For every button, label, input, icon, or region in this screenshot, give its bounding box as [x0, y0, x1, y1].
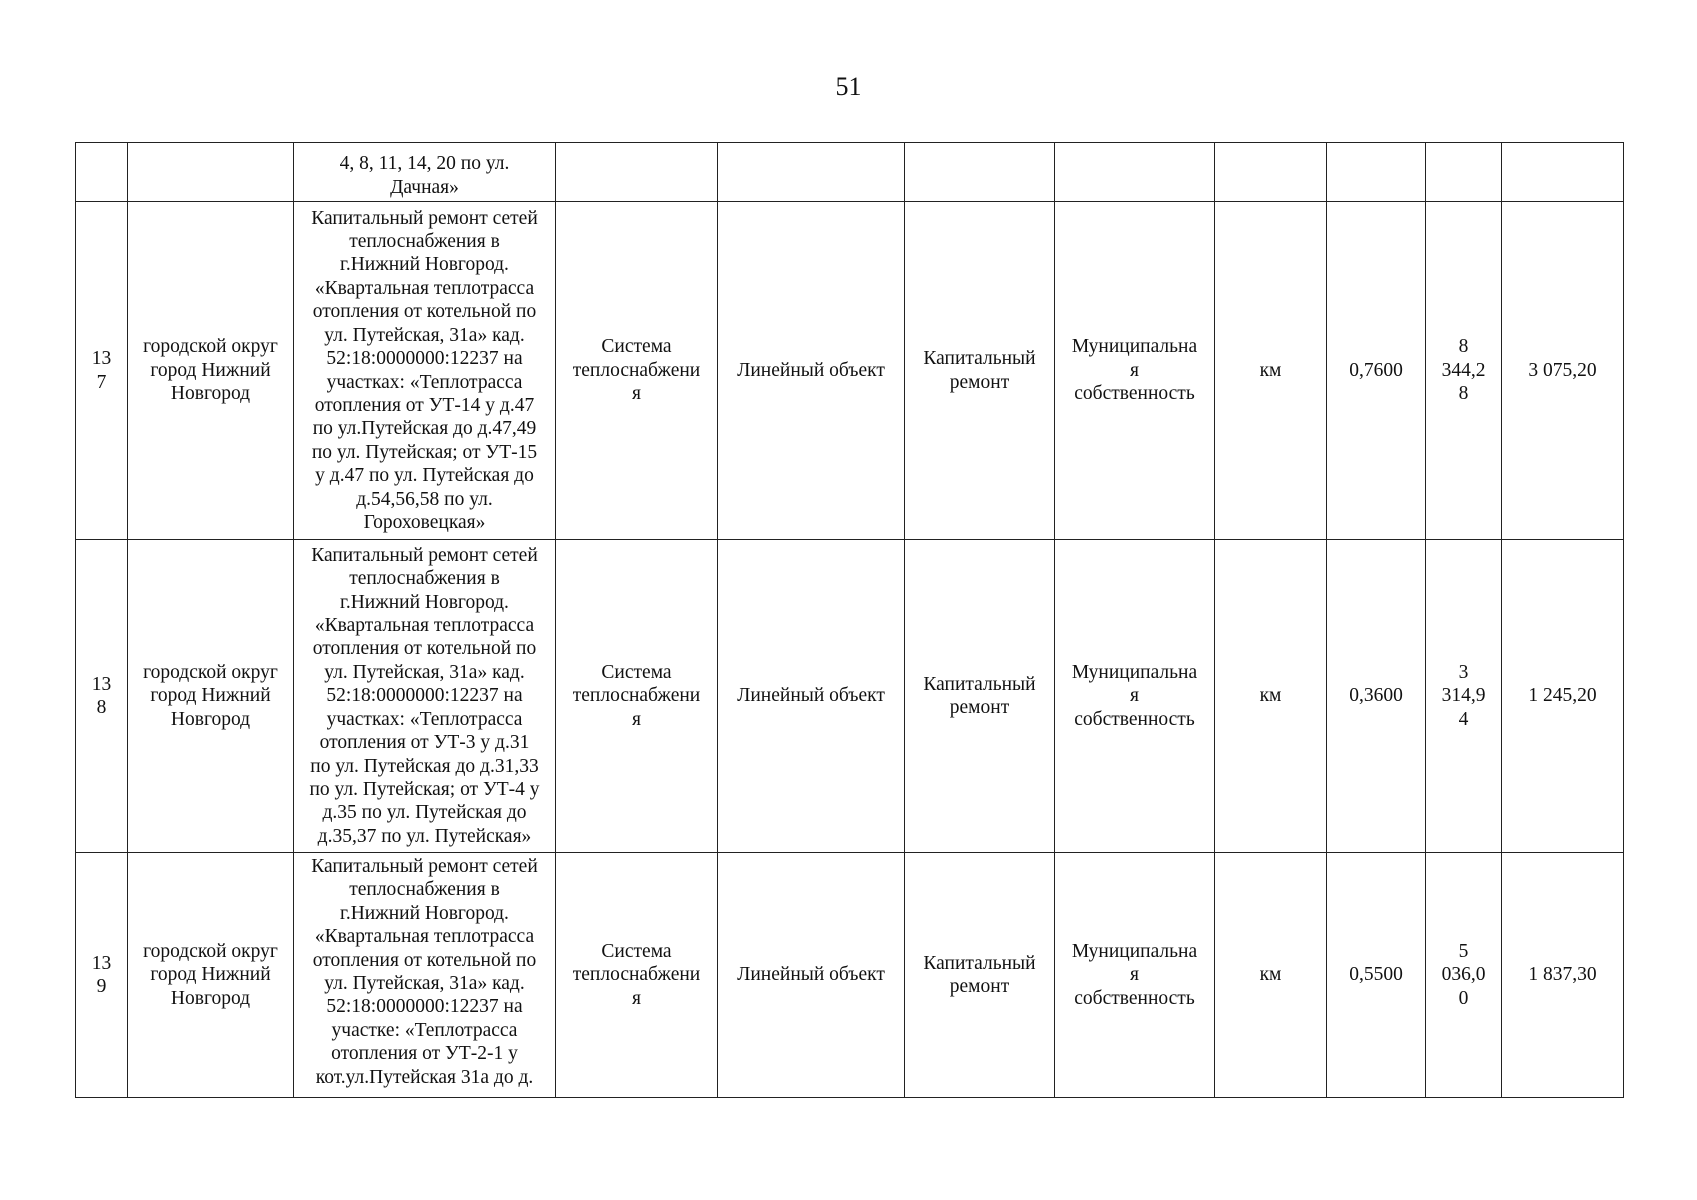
cell-object-type: Линейный объект	[718, 202, 905, 540]
cell-municipality	[128, 143, 294, 202]
cell-unit: км	[1215, 853, 1327, 1098]
cell-ownership: Муниципальна я собственность	[1055, 853, 1215, 1098]
cell-ownership: Муниципальна я собственность	[1055, 540, 1215, 853]
cell-work-type: Капитальный ремонт	[905, 853, 1055, 1098]
cell-description: Капитальный ремонт сетей теплоснабжения в г.Нижний Новгород. «Квартальная теплотрасса отопления от котельной по ул. Путейская, 31а» кад. 52:18:0000000:12237 на участках: «Теплотрасса отопления от УТ-3 у д.31 по ул. Путейская до д.31,33 по ул. Путейская; от УТ-4 у д.35 по ул. Путейская до д.35,37 по ул. Путейская»	[294, 540, 556, 853]
cell-quantity: 0,7600	[1327, 202, 1426, 540]
cell-quantity: 0,5500	[1327, 853, 1426, 1098]
cell-quantity	[1327, 143, 1426, 202]
cell-municipality: городской округ город Нижний Новгород	[128, 540, 294, 853]
cell-amount: 1 837,30	[1502, 853, 1624, 1098]
cell-amount	[1502, 143, 1624, 202]
cell-object-type: Линейный объект	[718, 853, 905, 1098]
works-table	[75, 142, 1624, 1098]
table-row	[76, 540, 1624, 853]
cell-cost	[1426, 143, 1502, 202]
cell-system: Система теплоснабжени я	[556, 540, 718, 853]
cell-cost: 3 314,9 4	[1426, 540, 1502, 853]
cell-description: 4, 8, 11, 14, 20 по ул. Дачная»	[294, 143, 556, 202]
cell-system: Система теплоснабжени я	[556, 853, 718, 1098]
cell-number: 13 8	[76, 540, 128, 853]
cell-system	[556, 143, 718, 202]
table-row-continuation	[76, 143, 1624, 202]
cell-object-type: Линейный объект	[718, 540, 905, 853]
cell-amount: 3 075,20	[1502, 202, 1624, 540]
cell-object-type	[718, 143, 905, 202]
cell-municipality: городской округ город Нижний Новгород	[128, 853, 294, 1098]
cell-unit: км	[1215, 540, 1327, 853]
cell-description: Капитальный ремонт сетей теплоснабжения в г.Нижний Новгород. «Квартальная теплотрасса отопления от котельной по ул. Путейская, 31а» кад. 52:18:0000000:12237 на участках: «Теплотрасса отопления от УТ-14 у д.47 по ул.Путейская до д.47,49 по ул. Путейская; от УТ-15 у д.47 по ул. Путейская до д.54,56,58 по ул. Гороховецкая»	[294, 202, 556, 540]
cell-number: 13 7	[76, 202, 128, 540]
cell-unit	[1215, 143, 1327, 202]
cell-work-type: Капитальный ремонт	[905, 540, 1055, 853]
cell-cost: 5 036,0 0	[1426, 853, 1502, 1098]
cell-cost: 8 344,2 8	[1426, 202, 1502, 540]
cell-ownership	[1055, 143, 1215, 202]
page-number: 51	[835, 72, 862, 101]
cell-amount: 1 245,20	[1502, 540, 1624, 853]
cell-work-type: Капитальный ремонт	[905, 202, 1055, 540]
cell-description: Капитальный ремонт сетей теплоснабжения в г.Нижний Новгород. «Квартальная теплотрасса отопления от котельной по ул. Путейская, 31а» кад. 52:18:0000000:12237 на участке: «Теплотрасса отопления от УТ-2-1 у кот.ул.Путейская 31а до д.	[294, 853, 556, 1098]
cell-system: Система теплоснабжени я	[556, 202, 718, 540]
table-row	[76, 202, 1624, 540]
cell-unit: км	[1215, 202, 1327, 540]
cell-municipality: городской округ город Нижний Новгород	[128, 202, 294, 540]
cell-number: 13 9	[76, 853, 128, 1098]
cell-quantity: 0,3600	[1327, 540, 1426, 853]
table-row	[76, 853, 1624, 1098]
cell-work-type	[905, 143, 1055, 202]
cell-number	[76, 143, 128, 202]
cell-ownership: Муниципальна я собственность	[1055, 202, 1215, 540]
